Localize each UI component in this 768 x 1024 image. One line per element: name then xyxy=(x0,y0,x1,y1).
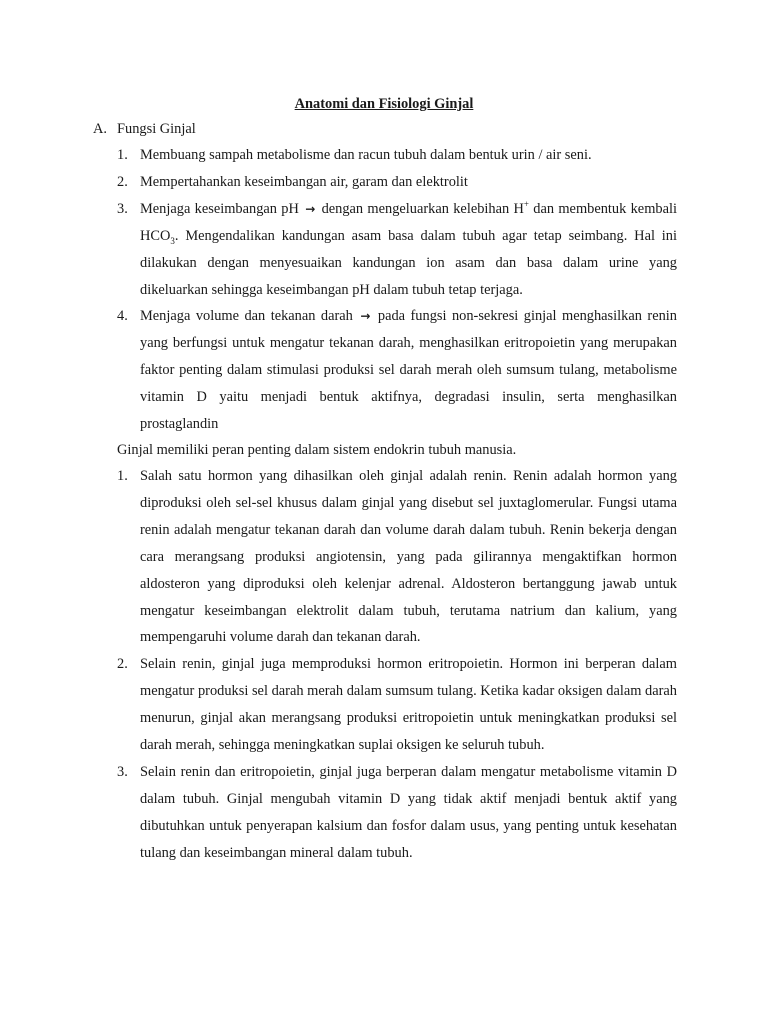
list-item xyxy=(117,196,677,304)
list-item-number: 1. xyxy=(117,468,128,484)
right-arrow-icon: → xyxy=(360,309,371,324)
right-arrow-icon: → xyxy=(305,201,316,216)
list-item xyxy=(117,142,677,169)
list-item-text-a: Menjaga volume dan tekanan darah xyxy=(140,308,353,325)
list-item-number: 3. xyxy=(117,200,128,217)
list-item-number: 4. xyxy=(117,308,128,325)
document-title: Anatomi dan Fisiologi Ginjal xyxy=(294,96,474,112)
list-item-text-b: dengan mengeluarkan kelebihan H xyxy=(321,200,524,217)
list-item-text: Membuang sampah metabolisme dan racun tubuh dalam bentuk urin / air seni. xyxy=(140,147,592,163)
list-item-text: Salah satu hormon yang dihasilkan oleh ginjal adalah renin. Renin adalah hormon yang diproduksi oleh sel-sel khusus dalam ginjal yang disebut sel juxtaglomerular. Fungsi utama renin adalah mengatur tekanan darah dan volume darah dalam tubuh. Renin bekerja dengan cara merangsang produksi angiotensin, yang pada gilirannya mengaktifkan hormon aldosteron yang diproduksi oleh kelenjar adrenal. Aldosteron bertanggung jawab untuk mengatur keseimbangan elektrolit dalam tubuh, terutama natrium dan kalium, yang mempengaruhi volume darah dan tekanan darah. xyxy=(140,468,677,646)
list-item-text: Mempertahankan keseimbangan air, garam dan elektrolit xyxy=(140,173,468,190)
list-item-number: 2. xyxy=(117,656,128,673)
section-a-title: Fungsi Ginjal xyxy=(117,121,196,137)
section-a-marker: A. xyxy=(93,121,107,137)
list-item-text: Selain renin dan eritropoietin, ginjal juga berperan dalam mengatur metabolisme vitamin D dalam tubuh. Ginjal mengubah vitamin D yang tidak aktif menjadi bentuk aktif yang dibutuhkan untuk penyerapan kalsium dan fosfor dalam usus, yang penting untuk kesehatan tulang dan keseimbangan mineral dalam tubuh. xyxy=(140,763,677,861)
list-item xyxy=(117,463,677,651)
list-item-text-b: pada fungsi non-sekresi ginjal menghasilkan renin yang berfungsi untuk mengatur tekanan darah, menghasilkan eritropoietin yang merupakan faktor penting dalam stimulasi produksi sel darah merah oleh sumsum tulang, metabolisme vitamin D yaitu menjadi bentuk aktifnya, degradasi insulin, serta menghasilkan prostaglandin xyxy=(140,308,677,433)
endocrine-list xyxy=(117,463,677,867)
list-item-number: 3. xyxy=(117,763,128,780)
kidney-function-list xyxy=(117,142,677,438)
list-item-text-c: dan membentuk kembali HCO xyxy=(140,200,677,244)
list-item xyxy=(117,169,677,196)
list-item-text-d: . Mengendalikan kandungan asam basa dalam tubuh agar tetap seimbang. Hal ini dilakukan dengan menyesuaikan kandungan ion asam dan basa dalam urine yang dikeluarkan sehingga keseimbangan pH dalam tubuh tetap terjaga. xyxy=(140,227,677,298)
list-item xyxy=(117,651,677,759)
list-item xyxy=(117,303,677,438)
section-a-heading xyxy=(93,119,196,139)
list-item-number: 2. xyxy=(117,173,128,190)
subscript-three: 3 xyxy=(170,235,175,246)
list-item-number: 1. xyxy=(117,147,128,163)
superscript-plus: + xyxy=(523,199,529,210)
list-item-text: Selain renin, ginjal juga memproduksi hormon eritropoietin. Hormon ini berperan dalam mengatur produksi sel darah merah dalam sumsum tulang. Ketika kadar oksigen dalam darah menurun, ginjal akan merangsang produksi eritropoietin untuk meningkatkan produksi sel darah merah, sehingga meningkatkan suplai oksigen ke seluruh tubuh. xyxy=(140,656,677,754)
endocrine-intro: Ginjal memiliki peran penting dalam sistem endokrin tubuh manusia. xyxy=(117,442,517,458)
list-item xyxy=(117,759,677,867)
list-item-text-a: Menjaga keseimbangan pH xyxy=(140,200,299,217)
